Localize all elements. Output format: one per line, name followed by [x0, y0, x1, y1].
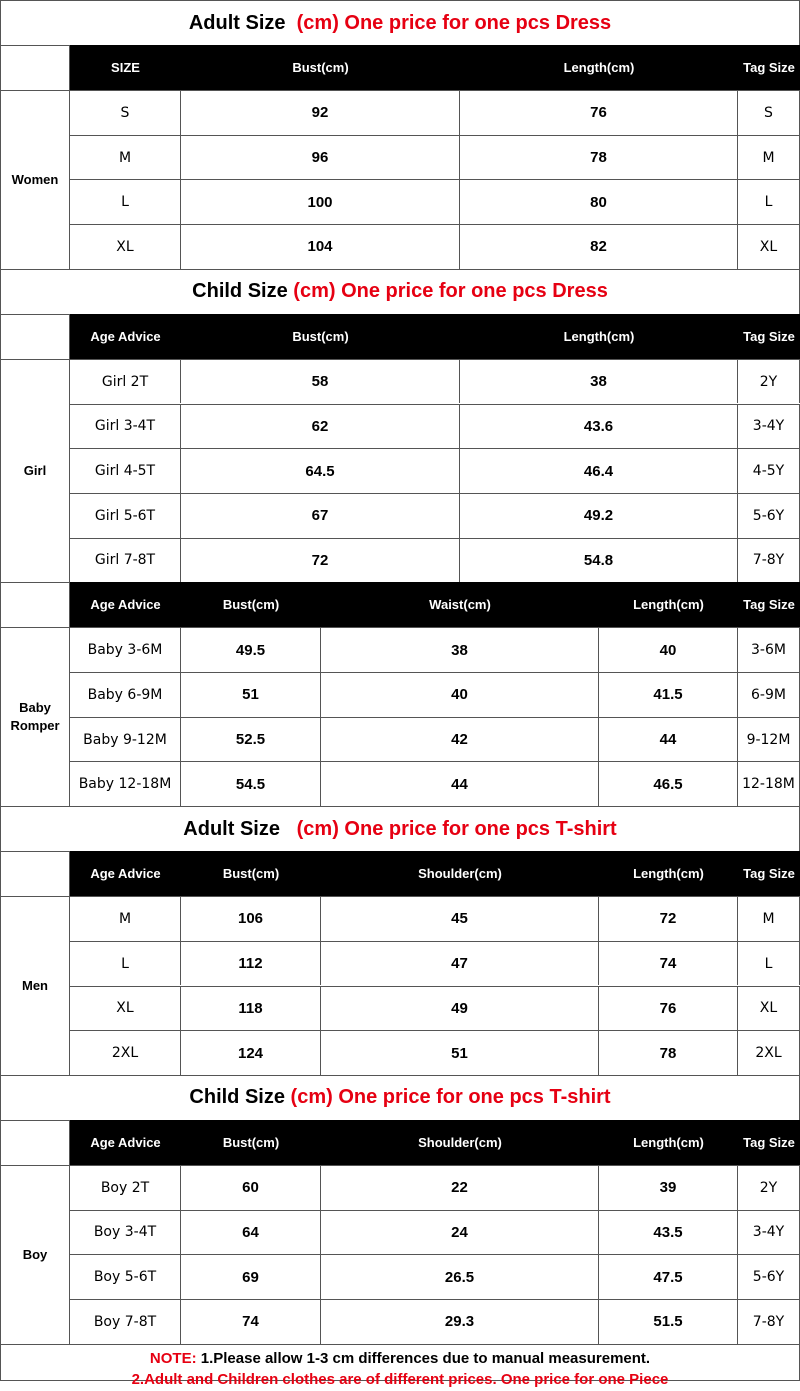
- group-label-text: Baby Romper: [10, 700, 60, 734]
- table-cell: 7-8Y: [738, 538, 800, 583]
- table-cell: M: [70, 135, 181, 180]
- table-cell: 60: [181, 1165, 321, 1210]
- table-cell: 74: [599, 941, 738, 986]
- table-cell: 22: [321, 1165, 599, 1210]
- table-cell: 44: [321, 761, 599, 806]
- table-cell: 2Y: [738, 359, 800, 404]
- table-cell: 43.5: [599, 1210, 738, 1255]
- column-header: Bust(cm): [181, 851, 321, 896]
- column-header: Length(cm): [460, 45, 738, 90]
- note-label: NOTE:: [149, 1350, 197, 1368]
- column-header: Shoulder(cm): [321, 1120, 599, 1165]
- table-cell: 40: [321, 672, 599, 717]
- table-cell: 5-6Y: [738, 1254, 800, 1299]
- table-cell: L: [70, 941, 181, 986]
- table-cell: 2Y: [738, 1165, 800, 1210]
- table-cell: 67: [181, 493, 460, 538]
- table-cell: XL: [738, 224, 800, 269]
- table-cell: XL: [738, 986, 800, 1031]
- section-title-text: Child Size: [192, 280, 294, 303]
- table-cell: 106: [181, 896, 321, 941]
- table-cell: 64.5: [181, 448, 460, 493]
- table-cell: 92: [181, 90, 460, 135]
- section-title-highlight: (cm) One price for one pcs Dress: [296, 11, 612, 34]
- table-cell: 49.5: [181, 627, 321, 672]
- table-cell: 3-4Y: [738, 1210, 800, 1255]
- table-cell: XL: [70, 986, 181, 1031]
- table-cell: 2XL: [738, 1030, 800, 1075]
- table-cell: 62: [181, 404, 460, 449]
- group-label: [0, 359, 70, 583]
- table-cell: 3-6M: [738, 627, 800, 672]
- table-cell: 64: [181, 1210, 321, 1255]
- table-cell: M: [738, 135, 800, 180]
- column-header: Bust(cm): [181, 314, 460, 359]
- table-cell: 74: [181, 1299, 321, 1344]
- table-cell: 58: [181, 359, 460, 404]
- table-cell: 45: [321, 896, 599, 941]
- table-corner: [0, 1120, 70, 1165]
- column-header: Tag Size: [738, 45, 800, 90]
- table-cell: 41.5: [599, 672, 738, 717]
- section-title-highlight: (cm) One price for one pcs Dress: [293, 280, 608, 303]
- table-cell: 42: [321, 717, 599, 762]
- table-cell: 82: [460, 224, 738, 269]
- section-title-text: Child Size: [189, 1086, 291, 1109]
- section-title: [0, 806, 800, 851]
- table-cell: 24: [321, 1210, 599, 1255]
- note-line-1: [0, 1348, 800, 1370]
- table-cell: Baby 6-9M: [70, 672, 181, 717]
- table-cell: L: [738, 179, 800, 224]
- table-cell: 38: [460, 359, 738, 404]
- table-cell: 54.5: [181, 761, 321, 806]
- section-title: [0, 0, 800, 45]
- table-cell: Boy 3-4T: [70, 1210, 181, 1255]
- section-title-text: Adult Size: [188, 11, 297, 34]
- column-header: Waist(cm): [321, 582, 599, 627]
- table-cell: 78: [460, 135, 738, 180]
- table-cell: 7-8Y: [738, 1299, 800, 1344]
- table-cell: 3-4Y: [738, 404, 800, 449]
- table-cell: 49.2: [460, 493, 738, 538]
- table-cell: 44: [599, 717, 738, 762]
- table-cell: 104: [181, 224, 460, 269]
- table-cell: 2XL: [70, 1030, 181, 1075]
- section-title-highlight: (cm) One price for one pcs T-shirt: [296, 817, 617, 840]
- group-label-text: Women: [11, 171, 59, 187]
- table-cell: 80: [460, 179, 738, 224]
- table-cell: 47.5: [599, 1254, 738, 1299]
- table-cell: Boy 5-6T: [70, 1254, 181, 1299]
- table-cell: 6-9M: [738, 672, 800, 717]
- table-cell: 52.5: [181, 717, 321, 762]
- table-cell: Girl 4-5T: [70, 448, 181, 493]
- table-cell: 39: [599, 1165, 738, 1210]
- table-corner: [0, 582, 70, 627]
- table-cell: 46.5: [599, 761, 738, 806]
- column-header: Bust(cm): [181, 1120, 321, 1165]
- table-cell: 38: [321, 627, 599, 672]
- table-cell: 76: [599, 986, 738, 1031]
- table-cell: Girl 3-4T: [70, 404, 181, 449]
- table-cell: 49: [321, 986, 599, 1031]
- group-label: [0, 896, 70, 1075]
- column-header: Length(cm): [460, 314, 738, 359]
- note-text-1: 1.Please allow 1-3 cm differences due to manual measurement.: [196, 1350, 651, 1368]
- column-header: Bust(cm): [181, 45, 460, 90]
- group-label: [0, 90, 70, 269]
- column-header: Tag Size: [738, 314, 800, 359]
- table-cell: Baby 12-18M: [70, 761, 181, 806]
- table-cell: 26.5: [321, 1254, 599, 1299]
- group-label: [0, 627, 70, 806]
- table-cell: Boy 2T: [70, 1165, 181, 1210]
- table-cell: 54.8: [460, 538, 738, 583]
- column-header: Length(cm): [599, 851, 738, 896]
- table-cell: XL: [70, 224, 181, 269]
- table-cell: 124: [181, 1030, 321, 1075]
- column-header: Tag Size: [738, 582, 800, 627]
- column-header: Length(cm): [599, 1120, 738, 1165]
- table-cell: 112: [181, 941, 321, 986]
- section-title-text: Adult Size: [183, 817, 297, 840]
- table-cell: 72: [599, 896, 738, 941]
- table-cell: 40: [599, 627, 738, 672]
- column-header: Shoulder(cm): [321, 851, 599, 896]
- table-cell: Baby 9-12M: [70, 717, 181, 762]
- table-cell: Baby 3-6M: [70, 627, 181, 672]
- table-cell: 118: [181, 986, 321, 1031]
- note-line-2: [0, 1369, 800, 1391]
- column-header: Tag Size: [738, 851, 800, 896]
- table-cell: 100: [181, 179, 460, 224]
- table-cell: L: [70, 179, 181, 224]
- table-cell: 51: [181, 672, 321, 717]
- column-header: Age Advice: [70, 582, 181, 627]
- table-cell: 46.4: [460, 448, 738, 493]
- table-cell: 5-6Y: [738, 493, 800, 538]
- table-cell: M: [738, 896, 800, 941]
- table-cell: 96: [181, 135, 460, 180]
- table-cell: 4-5Y: [738, 448, 800, 493]
- table-cell: 9-12M: [738, 717, 800, 762]
- table-cell: 72: [181, 538, 460, 583]
- table-corner: [0, 314, 70, 359]
- table-corner: [0, 851, 70, 896]
- table-cell: 47: [321, 941, 599, 986]
- section-title: [0, 269, 800, 314]
- table-cell: Girl 5-6T: [70, 493, 181, 538]
- table-cell: Girl 7-8T: [70, 538, 181, 583]
- section-title-highlight: (cm) One price for one pcs T-shirt: [290, 1086, 611, 1109]
- table-cell: 51.5: [599, 1299, 738, 1344]
- table-cell: Girl 2T: [70, 359, 181, 404]
- section-title: [0, 1075, 800, 1120]
- table-cell: S: [70, 90, 181, 135]
- table-cell: 12-18M: [738, 761, 800, 806]
- group-label-text: Girl: [23, 463, 47, 479]
- table-cell: 51: [321, 1030, 599, 1075]
- table-cell: M: [70, 896, 181, 941]
- column-header: Tag Size: [738, 1120, 800, 1165]
- table-cell: 78: [599, 1030, 738, 1075]
- table-corner: [0, 45, 70, 90]
- table-cell: Boy 7-8T: [70, 1299, 181, 1344]
- column-header: Age Advice: [70, 1120, 181, 1165]
- table-cell: 76: [460, 90, 738, 135]
- column-header: Age Advice: [70, 314, 181, 359]
- table-cell: 69: [181, 1254, 321, 1299]
- column-header: SIZE: [70, 45, 181, 90]
- table-cell: S: [738, 90, 800, 135]
- group-label-text: Men: [22, 977, 48, 993]
- table-cell: L: [738, 941, 800, 986]
- column-header: Age Advice: [70, 851, 181, 896]
- group-label: [0, 1165, 70, 1344]
- table-cell: 43.6: [460, 404, 738, 449]
- table-cell: 29.3: [321, 1299, 599, 1344]
- note-text-2: 2.Adult and Children clothes are of different prices. One price for one Piece: [131, 1371, 669, 1389]
- column-header: Bust(cm): [181, 582, 321, 627]
- group-label-text: Boy: [22, 1246, 48, 1262]
- column-header: Length(cm): [599, 582, 738, 627]
